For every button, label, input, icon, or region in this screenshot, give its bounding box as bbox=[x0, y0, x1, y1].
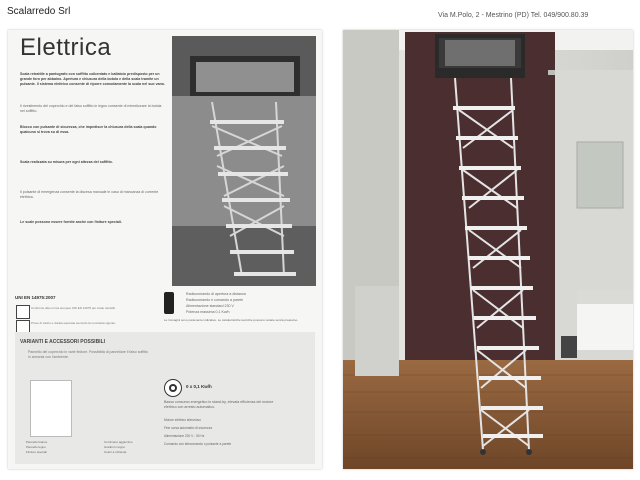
paragraph-6 bbox=[20, 220, 166, 225]
standard-item-2: Prove di carico e durata superate secondo la normativa vigente. bbox=[31, 321, 116, 325]
paragraph-3-text: Blocco con pulsante di sicurezza, che impedisce la chiusura della scala quando qualcuno si trova su di essa. bbox=[20, 125, 157, 135]
contact-info: Via M.Polo, 2 - Mestrino (PD) Tel. 049/900.80.39 bbox=[438, 12, 589, 19]
left-page bbox=[8, 30, 322, 469]
variants-description: Pannello del coperchio in varie finiture. Possibilità di pannellare il falso soffitto in armonia con l'ambiente. bbox=[28, 350, 148, 359]
standard-title: UNI EN 14975:2007 bbox=[15, 295, 56, 300]
photo-caption: Le immagini sono puramente indicative. Le caratteristiche tecniche possono variare senza preavviso. bbox=[164, 318, 299, 322]
mid-note-2: Gradini in legno bbox=[104, 445, 126, 449]
right-note-4: Comando con telecomando o pulsante a parete bbox=[164, 442, 232, 446]
standard-certificate-icon bbox=[16, 305, 30, 319]
power-description: Basso consumo energetico in stand-by, elevata efficienza del motore elettrico con arresto automatico. bbox=[164, 400, 274, 410]
standard-item-1: Conforme alla norma europea UNI EN 14975 per scale retrattili. bbox=[31, 306, 116, 310]
company-name: Scalarredo Srl bbox=[7, 6, 71, 17]
right-page-photo bbox=[343, 30, 633, 469]
paragraph-3 bbox=[20, 125, 166, 135]
variant-note-2: Pannello legno bbox=[26, 445, 46, 449]
power-rating-label: 0 x 0,1 Kw/h bbox=[186, 384, 212, 389]
paragraph-4-text: Scala realizzata su misura per ogni altezza del soffitto. bbox=[20, 160, 113, 164]
mid-note-1: Corrimano aggiuntivo bbox=[104, 440, 133, 444]
variant-thumbnail bbox=[30, 380, 72, 437]
paragraph-4 bbox=[20, 160, 166, 165]
paragraph-1-text: Scala retrattile a pantografo con soffitto coibentato e ballatoio predisposto per un grande foro per abbaino. Apertura e chiusura della botola e della scala tramite un pulsante. Il sistema elettrico consente di riporre comodamente la scala nel suo vano. bbox=[20, 72, 165, 87]
right-note-3: Alimentazione 230 V - 50 Hz bbox=[164, 434, 205, 438]
variant-note-3: Finiture speciali bbox=[26, 450, 47, 454]
feature-item-3: Alimentazione standard 230 V bbox=[186, 304, 234, 308]
staircase-photo bbox=[172, 36, 316, 286]
power-icon bbox=[164, 379, 182, 397]
paragraph-6-text: Le scale possono essere fornite anche con finiture speciali. bbox=[20, 220, 122, 224]
right-note-1: Motore elettrico silenzioso bbox=[164, 418, 201, 422]
feature-item-4: Potenza massima 0,1 Kw/h bbox=[186, 310, 230, 314]
paragraph-2: Il rivestimento del coperchio e del falso soffitto in legno consente di mimetizzare la botola nel soffitto. bbox=[20, 104, 162, 114]
feature-item-1: Radiocomando di apertura a distanza bbox=[186, 292, 246, 296]
page-title: Elettrica bbox=[20, 34, 112, 61]
mid-note-3: Colori a richiesta bbox=[104, 450, 127, 454]
remote-control-icon bbox=[164, 292, 174, 314]
paragraph-1 bbox=[20, 72, 166, 88]
right-note-2: Fine corsa automatici di sicurezza bbox=[164, 426, 213, 430]
paragraph-5: Il pulsante di emergenza consente la discesa manuale in caso di mancanza di corrente elettrica. bbox=[20, 190, 159, 200]
variants-title: VARIANTI E ACCESSORI POSSIBILI bbox=[20, 339, 106, 345]
variant-note-1: Pannello bianco bbox=[26, 440, 48, 444]
feature-item-2: Radiocomando e comando a parete bbox=[186, 298, 244, 302]
